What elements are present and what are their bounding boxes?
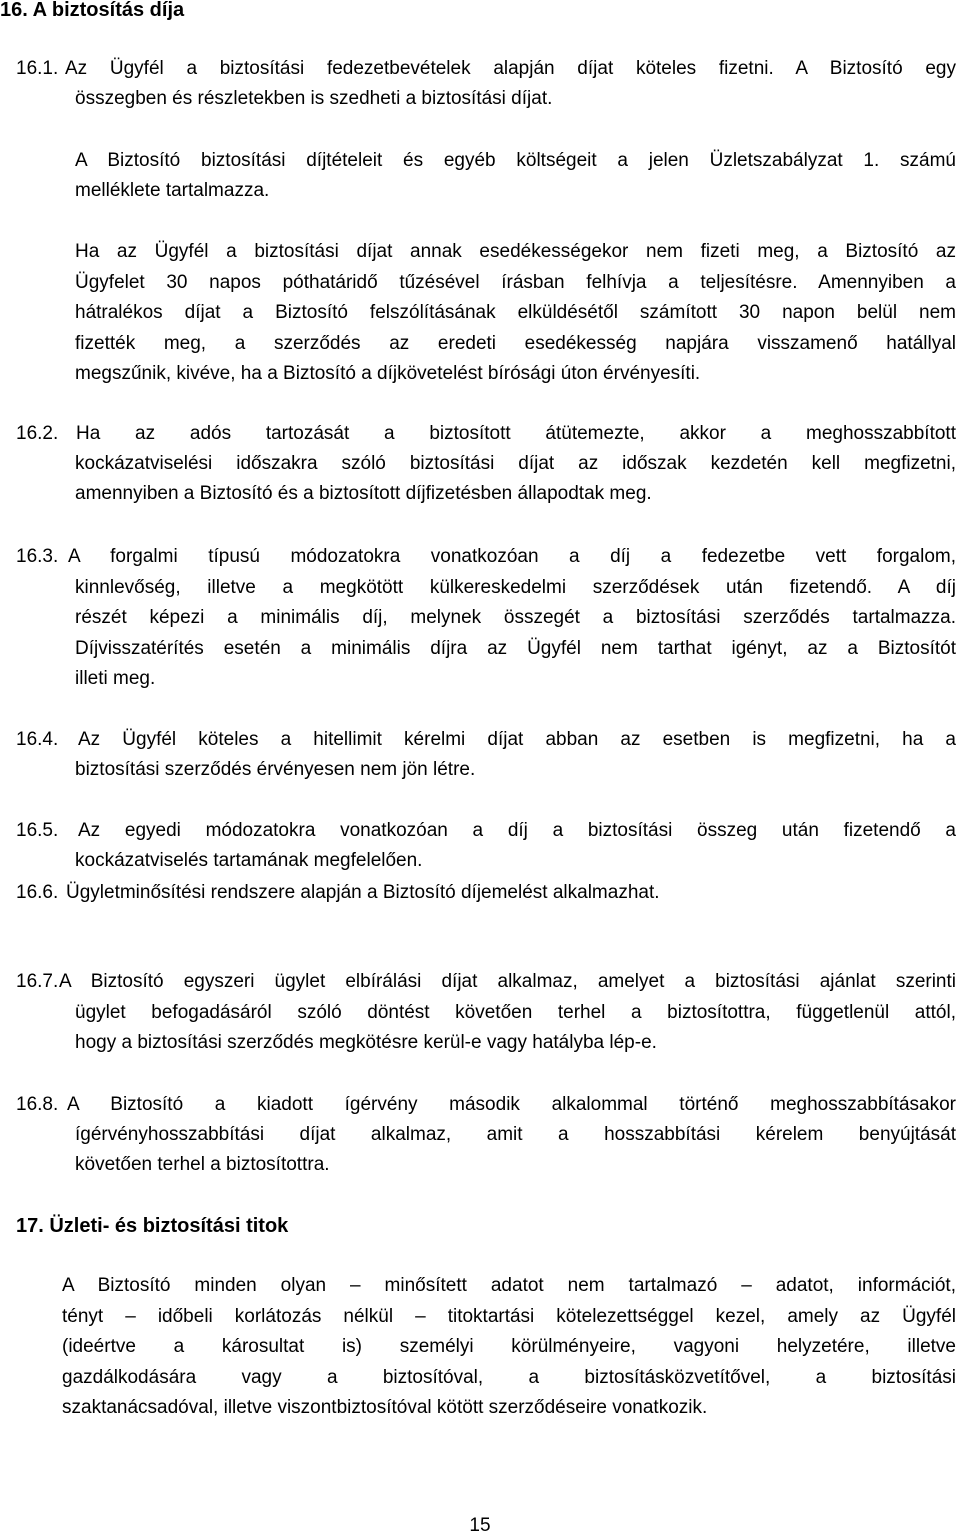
text-line: összegben és részletekben is szedheti a biztosítási díjat. — [75, 88, 553, 109]
paragraph-number: 16.7. — [16, 971, 59, 992]
text-line: hátralékos díjat a Biztosító felszólításának elküldésétől számított 30 napon belül nem — [75, 302, 956, 323]
text-line: hogy a biztosítási szerződés megkötésre kerül-e vagy hatályba lép-e. — [75, 1032, 657, 1053]
text-line: kinnlevőség, illetve a megkötött külkereskedelmi szerződések után fizetendő. A díj — [75, 576, 956, 598]
page-number: 15 — [469, 1515, 491, 1536]
text-line: A Biztosító minden olyan – minősített adatot nem tartalmazó – adatot, információt, — [62, 1275, 956, 1296]
paragraph-number: 16.6. — [16, 882, 59, 903]
paragraph-number: 16.1. — [16, 58, 59, 79]
paragraph-number: 16.5. — [16, 820, 59, 841]
text-line: amennyiben a Biztosító és a biztosított díjfizetésben állapodtak meg. — [75, 483, 652, 504]
text-line: Ügyfelet 30 napos póthatáridő tűzésével írásban felhívja a teljesítésre. Amennyiben a — [75, 271, 956, 293]
text-line: Ha az Ügyfél a biztosítási díjat annak esedékességekor nem fizeti meg, a Biztosító az — [75, 241, 956, 262]
paragraph-number: 16.8. — [16, 1094, 59, 1115]
text-line: (ideértve a károsultat is) személyi körülményeire, vagyoni helyzetére, illetve — [62, 1336, 956, 1357]
text-line: A Biztosító a kiadott ígérvény második alkalommal történő meghosszabbításakor — [67, 1094, 956, 1115]
text-line: szaktanácsadóval, illetve viszontbiztosítóval kötött szerződéseire vonatkozik. — [62, 1397, 708, 1418]
text-line: Az Ügyfél a biztosítási fedezetbevételek alapján díjat köteles fizetni. A Biztosító egy — [65, 58, 956, 79]
text-line: A Biztosító egyszeri ügylet elbírálási díjat alkalmaz, amelyet a biztosítási ajánlat szerinti — [59, 971, 956, 992]
paragraph-number: 16.2. — [16, 423, 59, 444]
text-line: Ha az adós tartozását a biztosított átütemezte, akkor a meghosszabbított — [76, 423, 956, 444]
text-line: követően terhel a biztosítottra. — [75, 1154, 330, 1175]
text-line: ügylet befogadásáról szóló döntést követően terhel a biztosítottra, függetlenül attól, — [75, 1001, 956, 1023]
text-line: fizették meg, a szerződés az eredeti esedékesség napjára visszamenő hatállyal — [75, 332, 956, 354]
text-line: tényt – időbeli korlátozás nélkül – titoktartási kötelezettséggel kezel, amely az Ügyfél — [62, 1305, 956, 1327]
text-line: kockázatviselés tartamának megfelelően. — [75, 850, 423, 871]
text-line: megszűnik, kivéve, ha a Biztosító a díjkövetelést bírósági úton érvényesíti. — [75, 363, 701, 384]
text-line: gazdálkodására vagy a biztosítóval, a biztosításközvetítővel, a biztosítási — [62, 1366, 956, 1388]
text-line: biztosítási szerződés érvényesen nem jön létre. — [75, 759, 476, 780]
section-16-heading: 16. A biztosítás díja — [0, 0, 185, 21]
text-line: melléklete tartalmazza. — [75, 180, 270, 201]
text-line: ígérvényhosszabbítási díjat alkalmaz, amit a hosszabbítási kérelem benyújtását — [75, 1124, 956, 1145]
paragraph-number: 16.4. — [16, 729, 59, 750]
text-line: kockázatviselési időszakra szóló biztosítási díjat az időszak kezdetén kell megfizetni, — [75, 453, 956, 474]
text-line: illeti meg. — [75, 668, 156, 689]
text-line: Díjvisszatérítés esetén a minimális díjra az Ügyfél nem tarthat igényt, az a Biztosítót — [75, 637, 956, 659]
text-line: A forgalmi típusú módozatokra vonatkozóan a díj a fedezetbe vett forgalom, — [68, 546, 956, 567]
section-17-heading: 17. Üzleti- és biztosítási titok — [16, 1215, 289, 1237]
text-line: A Biztosító biztosítási díjtételeit és egyéb költségeit a jelen Üzletszabályzat 1. számú — [75, 150, 956, 171]
text-line: Az egyedi módozatokra vonatkozóan a díj a biztosítási összeg után fizetendő a — [78, 820, 956, 841]
paragraph-number: 16.3. — [16, 546, 59, 567]
text-line: Az Ügyfél köteles a hitellimit kérelmi díjat abban az esetben is megfizetni, ha a — [78, 729, 956, 750]
text-line: Ügyletminősítési rendszere alapján a Biztosító díjemelést alkalmazhat. — [66, 882, 660, 903]
text-line: részét képezi a minimális díj, melynek összegét a biztosítási szerződés tartalmazza. — [75, 607, 956, 628]
